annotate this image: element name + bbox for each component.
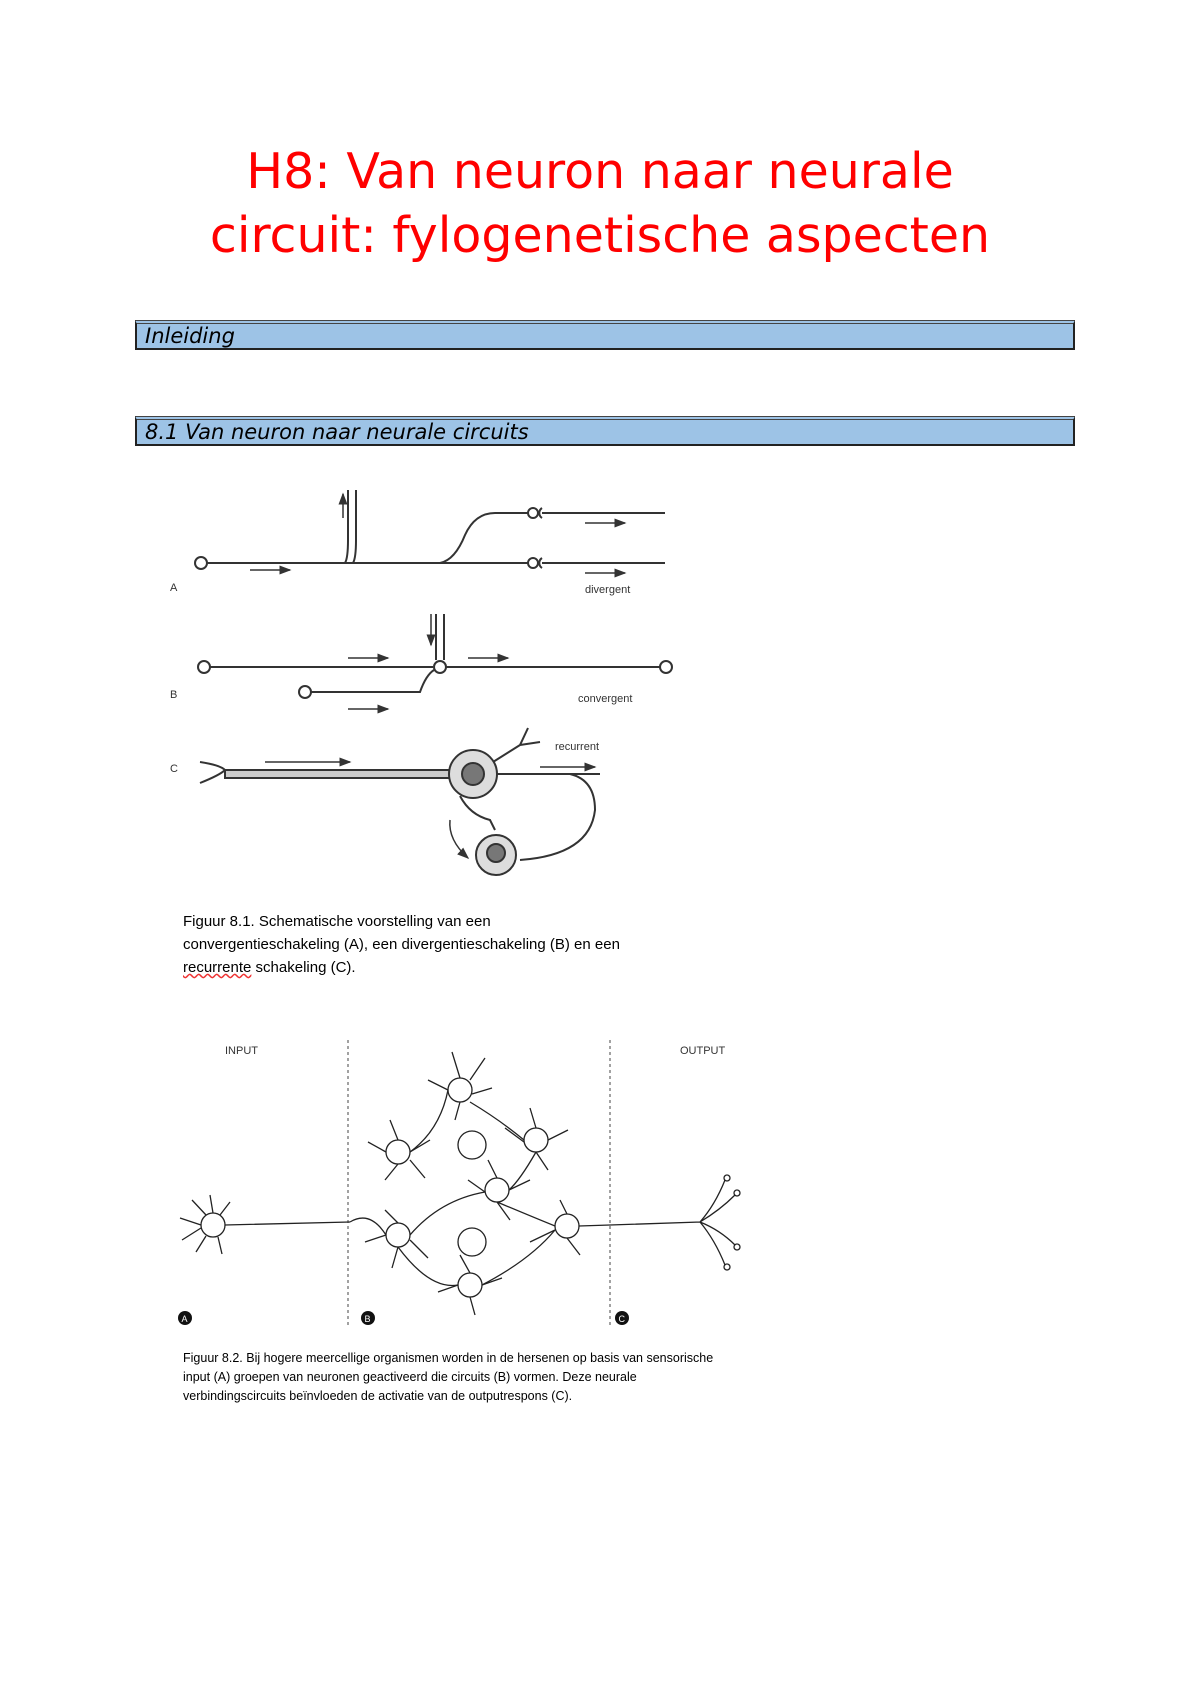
fig2-panel-a: A [181, 1314, 188, 1324]
fig1-label-a: A [170, 582, 178, 594]
panel-c-diagram [200, 728, 600, 875]
fig2-panel-b: B [364, 1314, 371, 1324]
section-heading-inleiding: Inleiding [135, 320, 1075, 350]
fig2-label-output: OUTPUT [680, 1045, 726, 1057]
figure-8-1 [150, 480, 710, 910]
fig1-label-c: C [170, 763, 178, 775]
fig1-annotation-divergent: divergent [585, 584, 631, 596]
fig2-panel-markers [178, 1311, 629, 1325]
fig1-annotation-recurrent: recurrent [555, 741, 600, 753]
fig2-panel-c: C [618, 1314, 625, 1324]
figure-8-1-diagram [150, 480, 710, 910]
fig2-label-input: INPUT [225, 1045, 258, 1057]
fig1-label-b: B [170, 689, 178, 701]
section-heading-8-1: 8.1 Van neuron naar neurale circuits [135, 416, 1075, 446]
page-title-line2: circuit: fylogenetische aspecten [209, 207, 991, 264]
figure-8-2 [170, 1030, 790, 1335]
panel-a-diagram [195, 490, 665, 573]
circuit-neurons [350, 1052, 610, 1315]
output-neuron [610, 1175, 740, 1270]
page-title-line1: H8: Van neuron naar neurale [246, 143, 954, 200]
input-neuron [180, 1195, 350, 1254]
figure-8-2-diagram [170, 1030, 790, 1335]
page-title [0, 140, 1200, 268]
fig1-annotation-convergent: convergent [578, 693, 633, 705]
figure-8-1-caption: Figuur 8.1. Schematische voorstelling van een convergentieschakeling (A), een divergentieschakeling (B) en een recurrente schakeling (C). [183, 913, 620, 976]
figure-8-2-caption: Figuur 8.2. Bij hogere meercellige organismen worden in de hersenen op basis van sensorische input (A) groepen van neuronen geactiveerd die circuits (B) vormen. Deze neurale verbindingscircuits beïnvloeden de activatie van de outputrespons (C). [183, 1351, 714, 1403]
